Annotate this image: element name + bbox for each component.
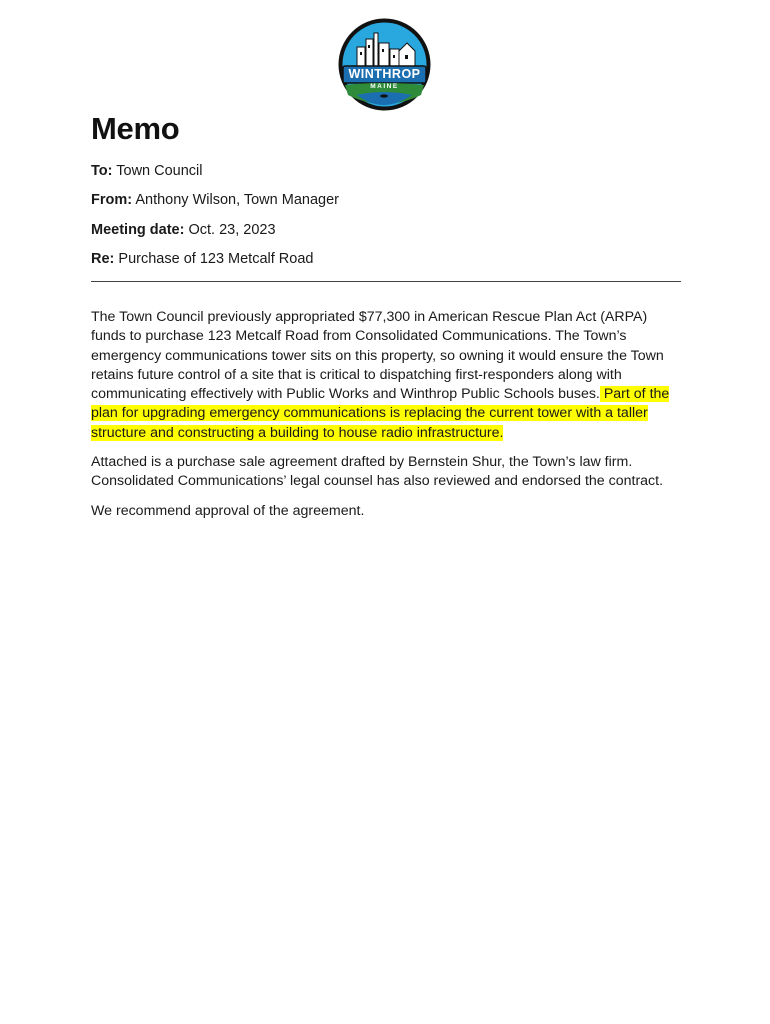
- to-line: [91, 162, 203, 180]
- re-label: Re:: [91, 251, 115, 267]
- paragraph-2: Attached is a purchase sale agreement drafted by Bernstein Shur, the Town’s law firm. Consolidated Communications’ legal counsel has also reviewed and endorsed the contract.: [91, 454, 664, 490]
- from-line: [91, 191, 339, 209]
- town-logo: [337, 17, 432, 112]
- meeting-date-value: Oct. 23, 2023: [188, 222, 276, 238]
- re-value: Purchase of 123 Metcalf Road: [118, 251, 314, 267]
- logo-state-name: MAINE: [370, 83, 399, 90]
- from-label: From:: [91, 192, 133, 208]
- paragraph-1: [91, 308, 681, 443]
- from-value: Anthony Wilson, Town Manager: [135, 192, 339, 208]
- winthrop-seal-icon: [337, 17, 432, 112]
- meeting-date-label: Meeting date:: [91, 222, 185, 238]
- memo-body: [91, 308, 681, 531]
- highlighted-text: Part of the plan for upgrading emergency communications is replacing the current tower with a taller structure and constructing a building to house radio infrastructure.: [91, 386, 670, 441]
- paragraph-1-text: The Town Council previously appropriated $77,300 in American Rescue Plan Act (ARPA) funds to purchase 123 Metcalf Road from Consolidated Communications. The Town’s emergency communications tower sits on this property, so owning it would ensure the Town retains future control of a site that is critical to dispatching first-responders along with communicating effectively with Public Works and Winthrop Public Schools buses.: [91, 309, 664, 403]
- memo-title: Memo: [91, 111, 180, 146]
- meeting-date-line: [91, 221, 276, 239]
- to-label: To:: [91, 163, 113, 179]
- re-line: [91, 250, 313, 268]
- logo-town-name: WINTHROP: [348, 67, 421, 81]
- to-value: Town Council: [116, 163, 203, 179]
- paragraph-3: We recommend approval of the agreement.: [91, 502, 365, 519]
- header-divider: [91, 281, 681, 282]
